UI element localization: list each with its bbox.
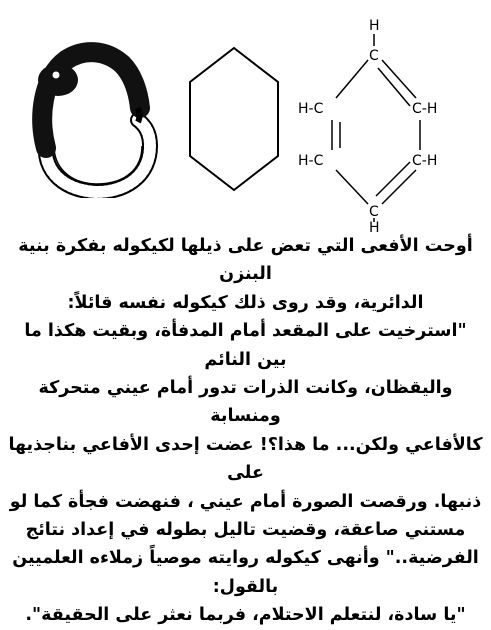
hexagon-figure bbox=[186, 44, 282, 194]
text-line-6: ذنبها. ورقصت الصورة أمام عيني ، فنهضت فجأة كما لو bbox=[9, 491, 482, 512]
text-line-8: الفرضية.." وأنهى كيكوله روايته موصياً زملاءه العلميين بالقول: bbox=[12, 548, 479, 597]
paragraph bbox=[8, 232, 483, 630]
atom-bottom-c: C bbox=[369, 204, 379, 220]
figure-row bbox=[0, 0, 491, 240]
ouroboros-figure bbox=[28, 38, 168, 198]
atom-lower-right: C-H bbox=[412, 153, 438, 169]
text-line-2: الدائرية، وقد روى ذلك كيكوله نفسه قائلاً: bbox=[67, 292, 424, 313]
text-line-7: مستني صاعقة، وقضيت تاليل بطوله في إعداد نتائج bbox=[25, 520, 466, 541]
text-line-3: "استرخيت على المقعد أمام المدفأة، وبقيت هكذا ما بين النائم bbox=[24, 321, 467, 370]
atom-upper-left: H-C bbox=[298, 101, 324, 117]
atom-bottom-h: H bbox=[369, 220, 380, 232]
atom-top-c: C bbox=[369, 48, 379, 64]
text-line-4: واليقظان، وكانت الذرات تدور أمام عيني متحركة ومنسابة bbox=[38, 378, 453, 427]
text-line-5: كالأفاعي ولكن... ما هذا؟! عضت إحدى الأفاعي بناجذيها على bbox=[8, 434, 483, 484]
text-line-1: أوحت الأفعى التي تعض على ذيلها لكيكوله بفكرة بنية البنزن bbox=[18, 236, 473, 285]
text-line-9: "يا سادة، لنتعلم الاحتلام، فربما نعثر على الحقيقة". bbox=[25, 605, 466, 626]
atom-upper-right: C-H bbox=[412, 101, 438, 117]
benzene-figure bbox=[294, 10, 464, 232]
atom-top-h: H bbox=[369, 18, 380, 34]
atom-lower-left: H-C bbox=[298, 153, 324, 169]
